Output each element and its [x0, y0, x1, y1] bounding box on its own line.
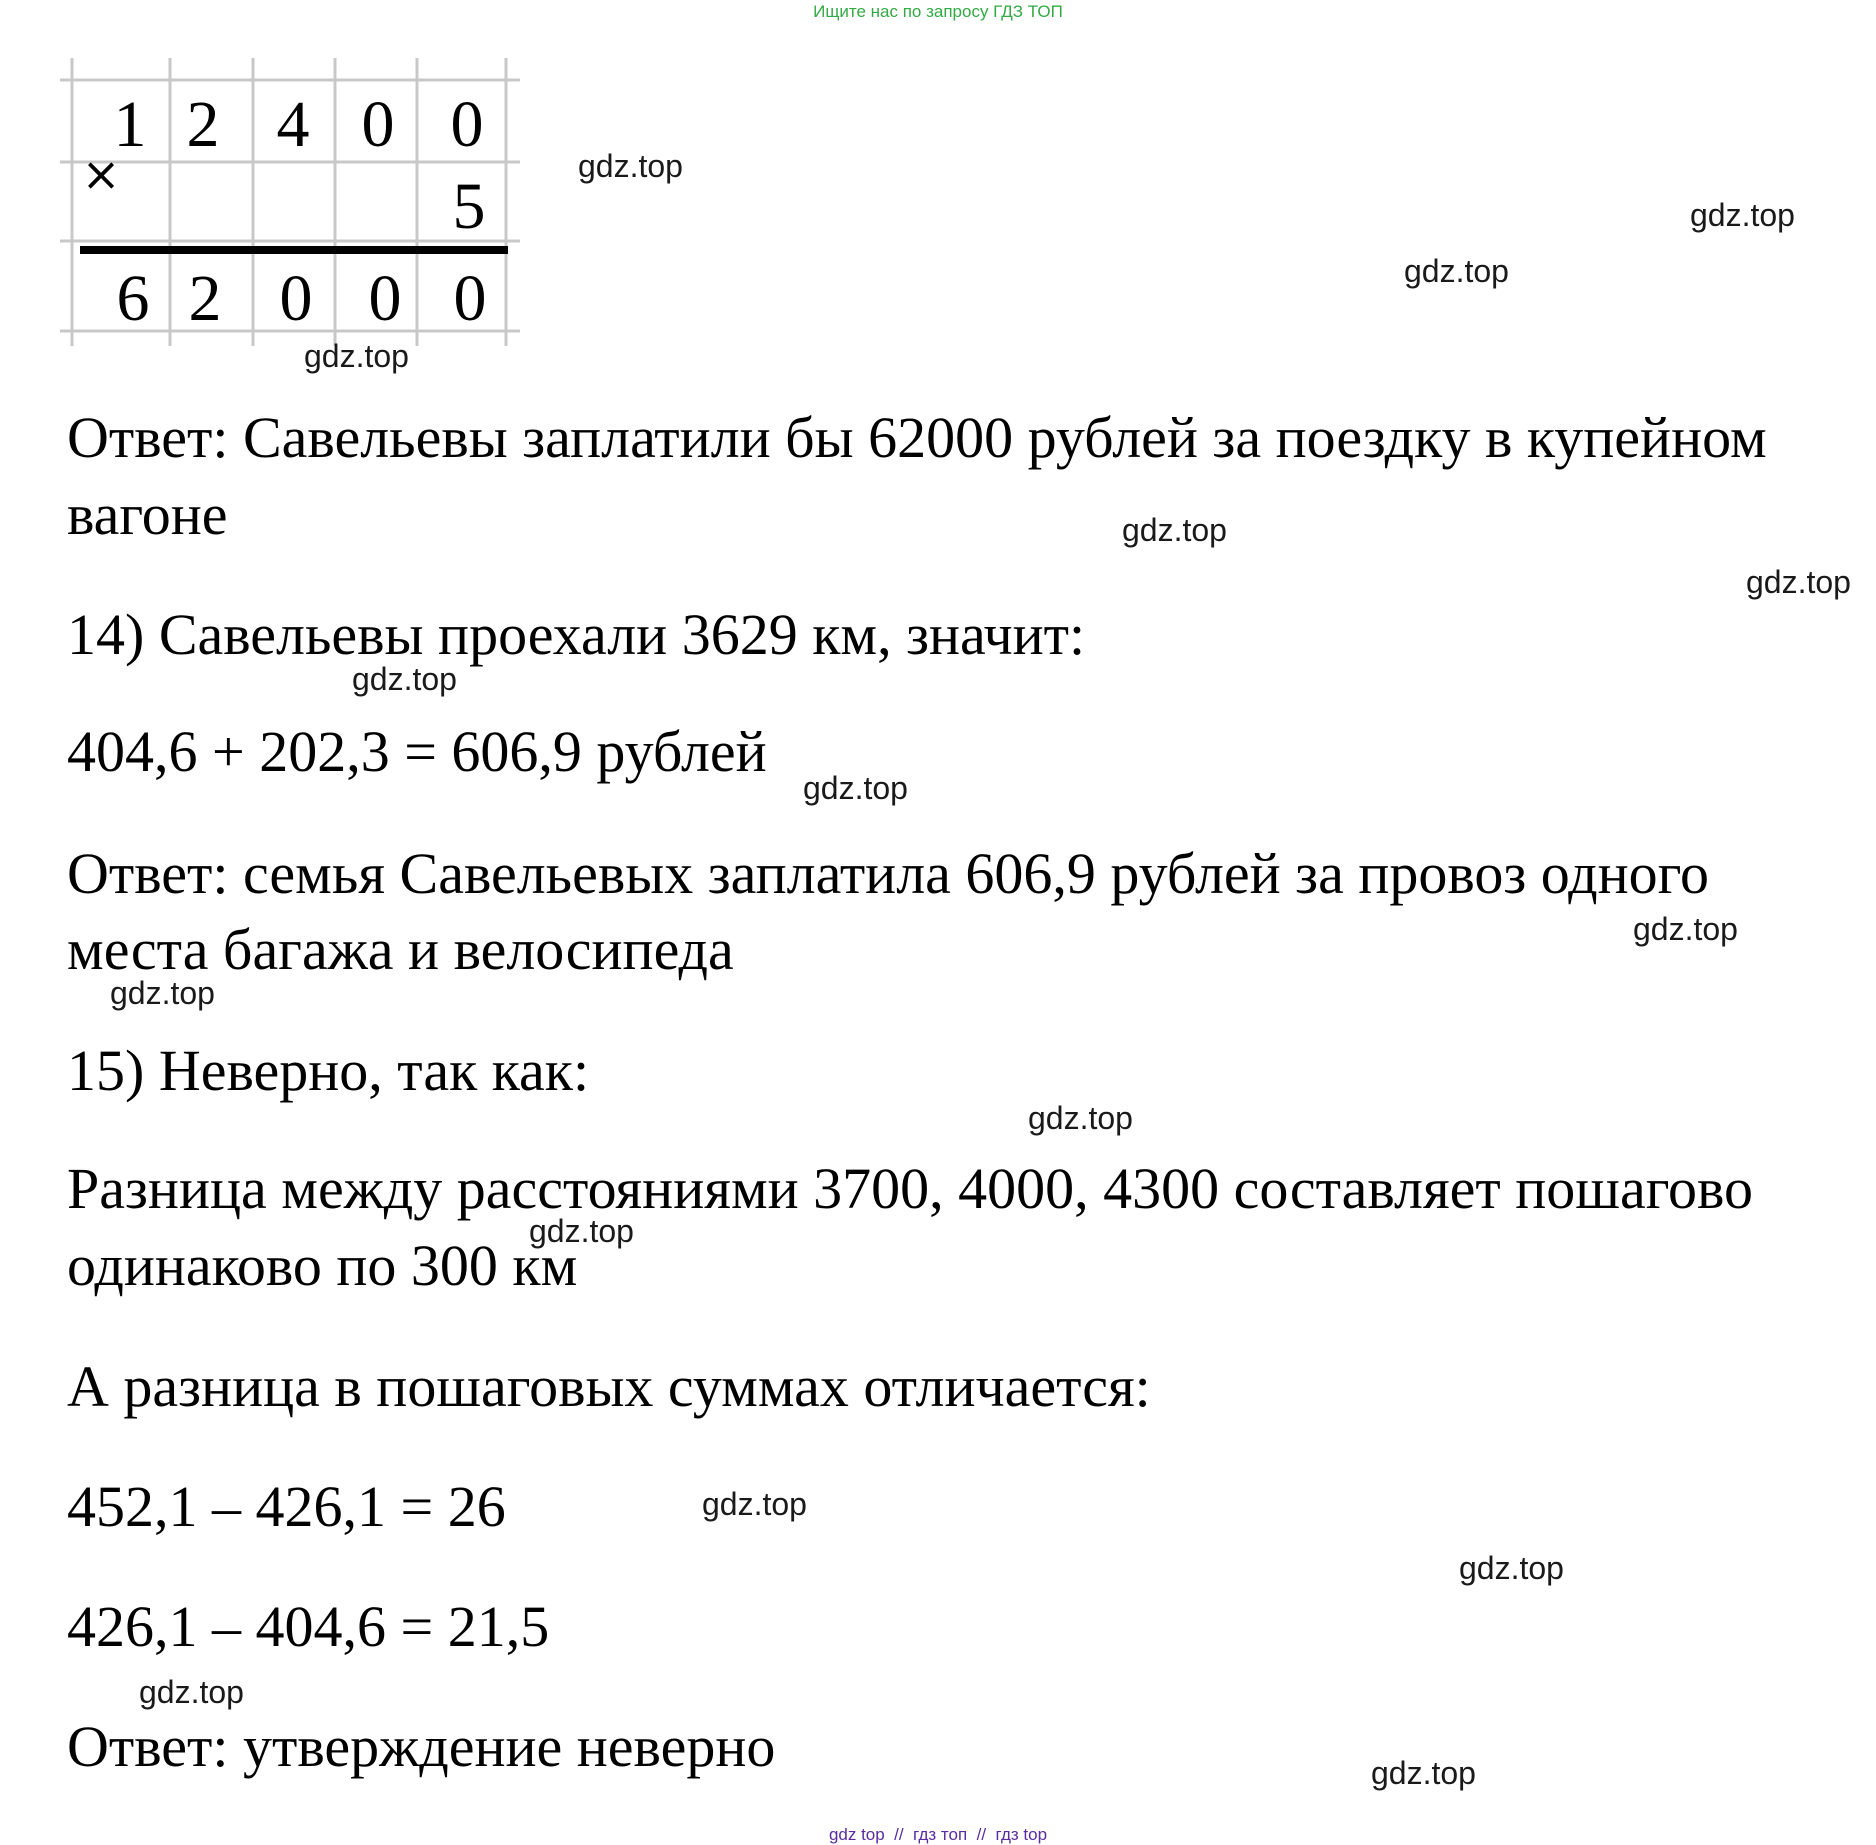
multiplier-digit: 5 [452, 170, 486, 243]
task-15-text2: А разница в пошаговых суммах отличается: [67, 1354, 1151, 1419]
watermark: gdz.top [1746, 564, 1851, 600]
multiply-operator: × [81, 147, 121, 201]
watermark: gdz.top [803, 770, 908, 806]
calc-2: 426,1 – 404,6 = 21,5 [67, 1594, 550, 1659]
task-15-text-line1: Разница между расстояниями 3700, 4000, 4300 составляет пошагово [67, 1156, 1754, 1221]
task-14-heading: 14) Савельевы проехали 3629 км, значит: [67, 602, 1086, 667]
footer-text: gdz top // гдз топ // гдз top [828, 1825, 1048, 1844]
watermark: gdz.top [1371, 1755, 1476, 1791]
result-digit: 0 [279, 262, 313, 335]
watermark: gdz.top [702, 1486, 807, 1522]
top-digit: 1 [113, 88, 147, 161]
answer-14-line1: Ответ: семья Савельевых заплатила 606,9 рублей за провоз одного [67, 841, 1709, 906]
result-digit: 0 [453, 262, 487, 335]
watermark: gdz.top [110, 975, 215, 1011]
watermark: gdz.top [1404, 253, 1509, 289]
answer-13-line2: вагоне [67, 482, 228, 547]
result-digit: 2 [188, 262, 222, 335]
watermark: gdz.top [1633, 911, 1738, 947]
task-15-heading: 15) Неверно, так как: [67, 1038, 590, 1103]
result-digit: 6 [116, 262, 150, 335]
watermark: gdz.top [1690, 197, 1795, 233]
result-digit: 0 [368, 262, 402, 335]
top-digit: 0 [450, 88, 484, 161]
watermark: gdz.top [1459, 1550, 1564, 1586]
multiplication-grid [60, 58, 530, 358]
task-15-text-line2: одинаково по 300 км [67, 1233, 578, 1298]
watermark: gdz.top [1028, 1100, 1133, 1136]
banner-text: Ищите нас по запросу ГДЗ ТОП [813, 2, 1063, 21]
answer-13-line1: Ответ: Савельевы заплатили бы 62000 рублей за поездку в купейном [67, 405, 1767, 470]
watermark: gdz.top [139, 1674, 244, 1710]
top-digit: 4 [276, 88, 310, 161]
top-digit: 0 [361, 88, 395, 161]
task-14-calc: 404,6 + 202,3 = 606,9 рублей [67, 719, 767, 784]
watermark: gdz.top [578, 148, 683, 184]
watermark: gdz.top [1122, 512, 1227, 548]
top-banner [0, 2, 1876, 22]
watermark: gdz.top [304, 338, 409, 374]
calc-1: 452,1 – 426,1 = 26 [67, 1474, 506, 1539]
answer-14-line2: места багажа и велосипеда [67, 917, 734, 982]
footer [0, 1825, 1876, 1845]
watermark: gdz.top [352, 661, 457, 697]
watermark: gdz.top [529, 1213, 634, 1249]
answer-15: Ответ: утверждение неверно [67, 1714, 776, 1779]
top-digit: 2 [186, 88, 220, 161]
